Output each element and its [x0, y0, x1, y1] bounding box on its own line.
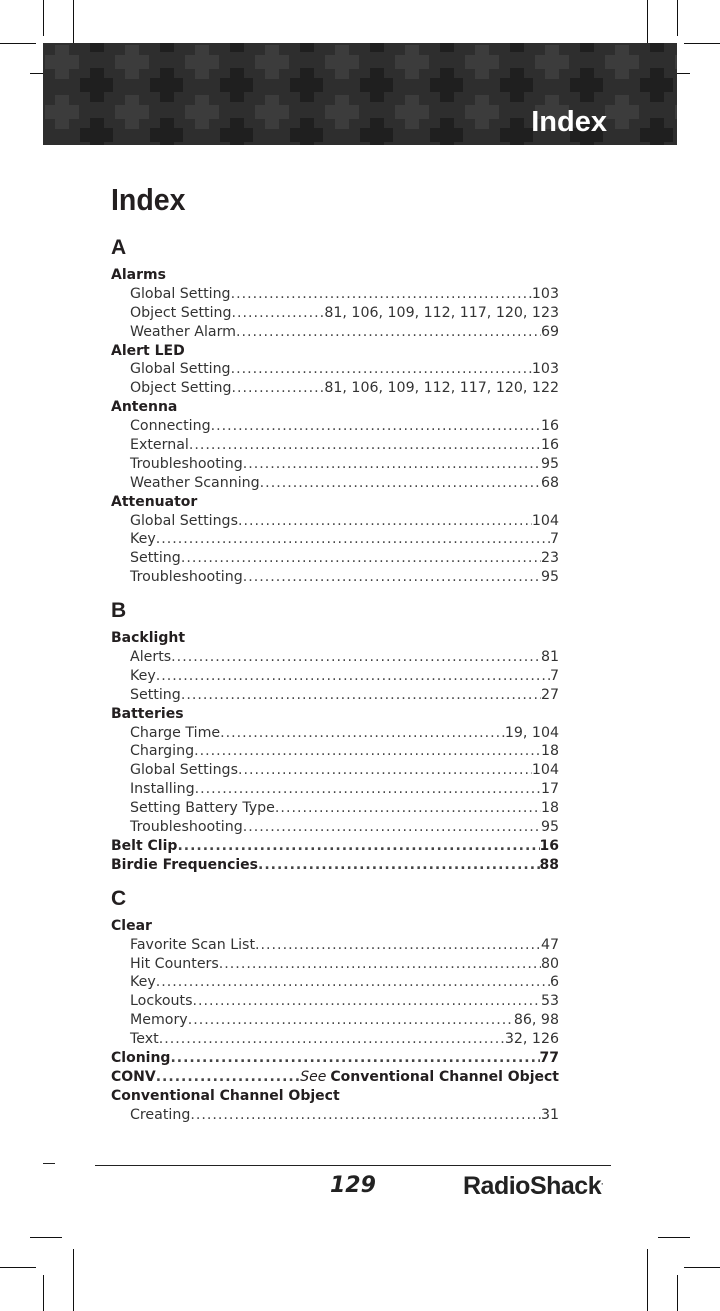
- dot-leader: [171, 648, 541, 667]
- section-letter: A: [111, 236, 127, 259]
- entry-label: Birdie Frequencies: [111, 856, 259, 873]
- dot-leader: [159, 1030, 505, 1049]
- entry-label: Hit Counters: [130, 955, 219, 972]
- entry-label: Weather Alarm: [130, 323, 236, 340]
- dot-leader: [190, 1106, 541, 1125]
- index-entry: [111, 837, 559, 856]
- index-subentry: [111, 799, 559, 818]
- crop-mark: [43, 1275, 44, 1311]
- index-subentry: [111, 936, 559, 955]
- dot-leader: [232, 379, 325, 398]
- index-subentry: [111, 1106, 559, 1125]
- entry-label: Cloning: [111, 1049, 171, 1066]
- crop-mark: [647, 1249, 648, 1311]
- entry-label: Charge Time: [130, 724, 221, 741]
- entry-label: Antenna: [111, 399, 178, 416]
- page-reference: 81: [540, 649, 559, 666]
- entry-label: Troubleshooting: [130, 569, 243, 586]
- dot-leader: [231, 360, 532, 379]
- page-reference: 27: [540, 686, 559, 703]
- crop-mark: [43, 0, 44, 36]
- page-reference: 81, 106, 109, 112, 117, 120, 123: [324, 304, 559, 321]
- index-entry: [111, 917, 559, 936]
- index-entry: [111, 1068, 559, 1087]
- page-reference: 18: [540, 743, 559, 760]
- index-subentry: [111, 285, 559, 304]
- page-reference: 103: [531, 285, 559, 302]
- entry-label: Global Settings: [130, 762, 238, 779]
- dot-leader: [258, 856, 540, 875]
- dot-leader: [231, 285, 532, 304]
- page-reference: 16: [539, 837, 559, 854]
- dot-leader: [156, 667, 550, 686]
- entry-label: Batteries: [111, 705, 184, 722]
- dot-leader: [238, 512, 532, 531]
- index-subentry: [111, 1030, 559, 1049]
- dot-leader: [220, 724, 505, 743]
- dot-leader: [255, 936, 541, 955]
- index-subentry: [111, 686, 559, 705]
- entry-label: Charging: [130, 743, 195, 760]
- dot-leader: [192, 992, 540, 1011]
- page-reference: 6: [549, 974, 559, 991]
- page-reference: 23: [540, 550, 559, 567]
- index-entry: [111, 629, 559, 648]
- page-reference: 19, 104: [504, 724, 559, 741]
- brand-name: RadioShack: [463, 1172, 602, 1200]
- crop-mark: [684, 43, 720, 44]
- crop-mark: [0, 43, 36, 44]
- dot-leader: [219, 955, 541, 974]
- dot-leader: [260, 474, 541, 493]
- page-reference: 95: [540, 819, 559, 836]
- entry-label: Alarms: [111, 267, 166, 283]
- entry-label: Troubleshooting: [130, 819, 243, 836]
- page-reference: 95: [540, 455, 559, 472]
- index-subentry: [111, 512, 559, 531]
- index-subentry: [111, 549, 559, 568]
- page-title: Index: [111, 182, 186, 217]
- page-reference: 80: [540, 955, 559, 972]
- entry-label: Object Setting: [130, 304, 232, 321]
- entry-label: Troubleshooting: [130, 455, 243, 472]
- dot-leader: [156, 1068, 300, 1087]
- index-subentry: [111, 667, 559, 686]
- crop-mark: [0, 1267, 36, 1268]
- entry-label: Conventional Channel Object: [111, 1087, 340, 1104]
- page-reference: 7: [549, 667, 559, 684]
- entry-label: Key: [130, 667, 156, 684]
- index-entry: [111, 342, 559, 361]
- index-subentry: [111, 761, 559, 780]
- index-subentry: [111, 724, 559, 743]
- entry-label: Global Setting: [130, 285, 231, 302]
- page-number: 129: [330, 1173, 376, 1198]
- page-reference: 16: [540, 418, 559, 435]
- page-reference: 18: [540, 800, 559, 817]
- page-reference: 53: [540, 993, 559, 1010]
- index-subentry: [111, 955, 559, 974]
- crop-mark: [73, 1249, 74, 1311]
- entry-label: Setting Battery Type: [130, 800, 275, 817]
- page-reference: 103: [531, 361, 559, 378]
- index-subentry: [111, 304, 559, 323]
- index-subentry: [111, 780, 559, 799]
- page-reference: 47: [540, 936, 559, 953]
- section-letter: C: [111, 886, 127, 910]
- header-banner: [43, 43, 677, 145]
- page-reference: 104: [531, 762, 559, 779]
- entry-label: Attenuator: [111, 493, 198, 510]
- dot-leader: [156, 973, 550, 992]
- entry-label: Installing: [130, 781, 195, 798]
- brand-logo: [463, 1172, 603, 1201]
- crop-mark: [30, 1237, 62, 1238]
- index-entry: [111, 856, 559, 875]
- dot-leader: [236, 323, 541, 342]
- dot-leader: [275, 799, 541, 818]
- entry-label: Setting: [130, 550, 181, 567]
- entry-label: Object Setting: [130, 380, 232, 397]
- index-subentry: [111, 818, 559, 837]
- dot-leader: [211, 417, 541, 436]
- entry-label: Weather Scanning: [130, 474, 260, 491]
- index-entry: [111, 705, 559, 724]
- entry-label: Text: [130, 1031, 159, 1048]
- brand-mark: .: [601, 1177, 603, 1187]
- index-subentry: [111, 417, 559, 436]
- crop-mark: [658, 1237, 690, 1238]
- page-reference: 31: [540, 1106, 559, 1123]
- index-entry: [111, 266, 559, 285]
- see-target: Conventional Channel Object: [330, 1068, 559, 1085]
- index-subentry: [111, 474, 559, 493]
- page-reference: 17: [540, 781, 559, 798]
- entry-label: Creating: [130, 1106, 191, 1123]
- entry-label: Memory: [130, 1012, 188, 1029]
- dot-leader: [195, 780, 541, 799]
- dot-leader: [238, 761, 532, 780]
- dot-leader: [189, 436, 541, 455]
- page-reference: 32, 126: [504, 1031, 559, 1048]
- banner-title: Index: [531, 106, 607, 138]
- entry-label: Lockouts: [130, 993, 193, 1010]
- index-entry: [111, 398, 559, 417]
- entry-label: Connecting: [130, 418, 211, 435]
- crop-mark: [677, 0, 678, 36]
- page-reference: 7: [549, 531, 559, 548]
- see-label: See: [300, 1068, 327, 1085]
- dot-leader: [170, 1049, 539, 1068]
- index-entry: [111, 1087, 559, 1106]
- dot-leader: [232, 304, 325, 323]
- index-list: [111, 230, 559, 1125]
- entry-label: Global Settings: [130, 512, 238, 529]
- page-reference: 77: [539, 1049, 559, 1066]
- index-subentry: [111, 973, 559, 992]
- entry-label: Favorite Scan List: [130, 936, 256, 953]
- index-subentry: [111, 1011, 559, 1030]
- entry-label: CONV: [111, 1068, 156, 1085]
- page-reference: 68: [540, 474, 559, 491]
- dot-leader: [177, 837, 539, 856]
- page-reference: 88: [539, 856, 559, 873]
- dot-leader: [156, 530, 550, 549]
- dot-leader: [194, 742, 541, 761]
- index-subentry: [111, 379, 559, 398]
- page-reference: 95: [540, 569, 559, 586]
- dot-leader: [243, 455, 541, 474]
- entry-label: Setting: [130, 686, 181, 703]
- index-subentry: [111, 530, 559, 549]
- entry-label: Backlight: [111, 630, 186, 647]
- index-subentry: [111, 360, 559, 379]
- index-entry: [111, 493, 559, 512]
- index-subentry: [111, 455, 559, 474]
- dot-leader: [181, 686, 541, 705]
- crop-mark: [684, 1267, 720, 1268]
- entry-label: Clear: [111, 917, 152, 934]
- index-entry: [111, 1049, 559, 1068]
- index-subentry: [111, 992, 559, 1011]
- page-reference: 86, 98: [513, 1012, 559, 1029]
- footer-mark: [43, 1163, 55, 1164]
- entry-label: Global Setting: [130, 361, 231, 378]
- index-subentry: [111, 742, 559, 761]
- dot-leader: [181, 549, 541, 568]
- dot-leader: [243, 568, 541, 587]
- index-subentry: [111, 436, 559, 455]
- entry-label: Key: [130, 974, 156, 991]
- dot-leader: [243, 818, 541, 837]
- dot-leader: [188, 1011, 514, 1030]
- page-reference: 81, 106, 109, 112, 117, 120, 122: [324, 380, 559, 397]
- footer-rule: [95, 1165, 611, 1166]
- entry-label: Belt Clip: [111, 837, 178, 854]
- entry-label: Alerts: [130, 649, 172, 666]
- section-letter: B: [111, 599, 127, 623]
- page-reference: 16: [540, 437, 559, 454]
- page-reference: 69: [540, 323, 559, 340]
- crop-mark: [677, 1275, 678, 1311]
- index-subentry: [111, 648, 559, 667]
- entry-label: Alert LED: [111, 342, 185, 359]
- index-subentry: [111, 568, 559, 587]
- index-subentry: [111, 323, 559, 342]
- entry-label: External: [130, 437, 189, 454]
- page-reference: 104: [531, 512, 559, 529]
- entry-label: Key: [130, 531, 156, 548]
